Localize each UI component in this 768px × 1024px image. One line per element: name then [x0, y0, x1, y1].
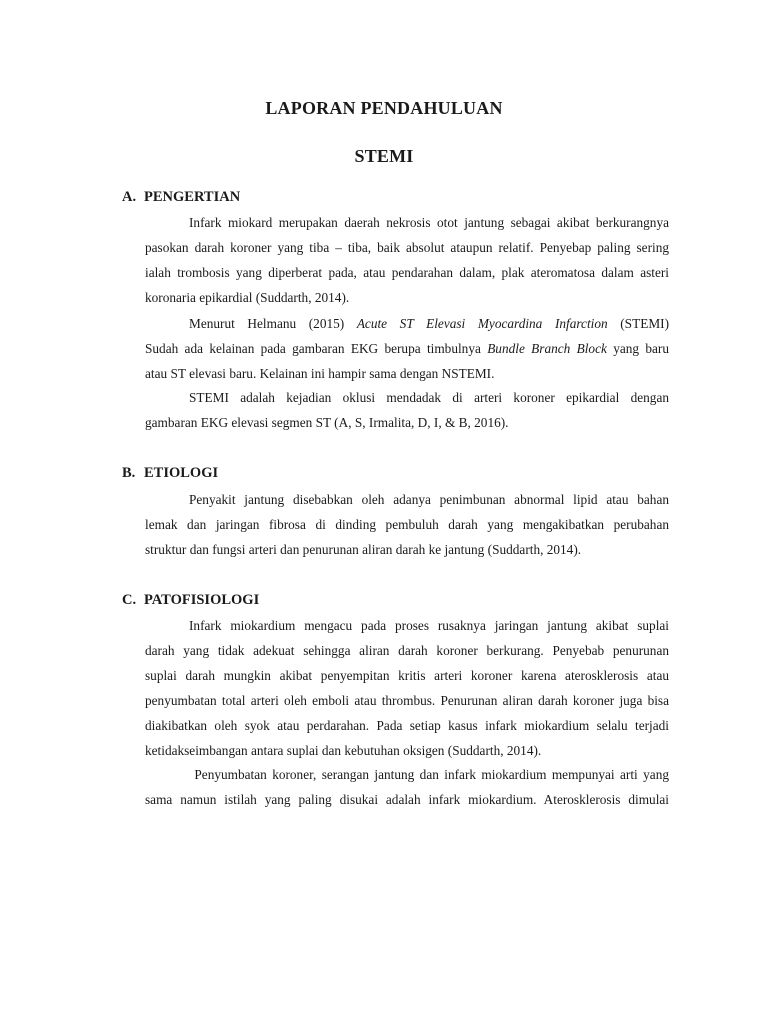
paragraph-line: gambaran EKG elevasi segmen ST (A, S, Irmalita, D, I, & B, 2016).: [145, 415, 509, 430]
paragraph-line: Menurut Helmanu (2015) Acute ST Elevasi Myocardina Infarction (STEMI): [189, 316, 669, 331]
paragraph-line: struktur dan fungsi arteri dan penurunan aliran darah ke jantung (Suddarth, 2014).: [145, 542, 582, 557]
paragraph-line: Infark miokard merupakan daerah nekrosis otot jantung sebagai akibat berkurangnya: [189, 215, 669, 230]
paragraph-line: atau ST elevasi baru. Kelainan ini hampir sama dengan NSTEMI.: [145, 366, 495, 381]
paragraph-etiologi-1: [145, 487, 669, 562]
paragraph-line: Penyakit jantung disebabkan oleh adanya penimbunan abnormal lipid atau bahan: [189, 492, 669, 507]
paragraph-line: lemak dan jaringan fibrosa di dinding pembuluh darah yang mengakibatkan perubahan: [145, 517, 669, 532]
section-title: ETIOLOGI: [144, 465, 219, 481]
paragraph-line: Penyumbatan koroner, serangan jantung dan infark miokardium mempunyai arti yang: [189, 767, 669, 782]
italic-term: Bundle Branch Block: [487, 341, 607, 356]
document-subtitle: STEMI: [354, 146, 414, 166]
document-title: LAPORAN PENDAHULUAN: [265, 98, 503, 118]
paragraph-line: STEMI adalah kejadian oklusi mendadak di arteri koroner epikardial dengan: [189, 390, 669, 405]
paragraph-pengertian-1: [145, 210, 669, 310]
paragraph-line: koronaria epikardial (Suddarth, 2014).: [145, 290, 350, 305]
paragraph-line: ialah trombosis yang diperberat pada, atau pendarahan dalam, plak ateromatosa dalam asteri: [145, 265, 669, 280]
paragraph-pengertian-2: [145, 311, 669, 386]
paragraph-line: darah yang tidak adekuat sehingga aliran darah koroner berkurang. Penyebab penurunan: [145, 643, 669, 658]
section-letter: B.: [122, 465, 136, 481]
section-letter: C.: [122, 592, 137, 608]
italic-term: Acute ST Elevasi Myocardina Infarction: [356, 316, 608, 331]
paragraph-line: penyumbatan total arteri oleh emboli atau thrombus. Penurunan aliran darah koroner juga bisa: [145, 693, 669, 708]
paragraph-patofisiologi-1: [145, 613, 669, 763]
section-title: PENGERTIAN: [144, 189, 241, 205]
paragraph-line: pasokan darah koroner yang tiba – tiba, baik absolut ataupun relatif. Penyebap paling sering: [145, 240, 669, 255]
section-title: PATOFISIOLOGI: [144, 592, 260, 608]
section-heading-etiologi: [122, 465, 218, 482]
paragraph-line: sama namun istilah yang paling disukai adalah infark miokardium. Aterosklerosis dimulai: [145, 792, 669, 807]
paragraph-line: ketidakseimbangan antara suplai dan kebutuhan oksigen (Suddarth, 2014).: [145, 743, 542, 758]
paragraph-line: diakibatkan oleh syok atau perdarahan. Pada setiap kasus infark miokardium selalu terjadi: [145, 718, 669, 733]
paragraph-pengertian-3: [145, 385, 669, 435]
paragraph-line: Infark miokardium mengacu pada proses rusaknya jaringan jantung akibat suplai: [189, 618, 669, 633]
paragraph-line: suplai darah mungkin akibat penyempitan kritis arteri koroner karena aterosklerosis atau: [145, 668, 669, 683]
section-letter: A.: [122, 189, 137, 205]
paragraph-patofisiologi-2: [145, 762, 669, 812]
section-heading-patofisiologi: [122, 592, 259, 609]
paragraph-line: Sudah ada kelainan pada gambaran EKG berupa timbulnya Bundle Branch Block yang baru: [145, 341, 669, 356]
section-heading-pengertian: [122, 189, 240, 206]
